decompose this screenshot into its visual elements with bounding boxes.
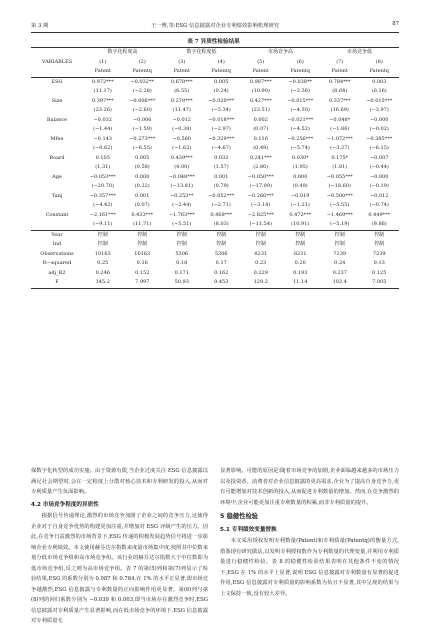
row-label	[31, 182, 83, 192]
table-cell: (−3.18)	[251, 202, 271, 208]
issue-number: 第 3 期	[31, 23, 49, 29]
row-label: Balance	[46, 116, 68, 123]
table-cell: 50.93	[162, 278, 202, 288]
table-cell: 0.397***	[91, 97, 114, 104]
table-row	[31, 77, 399, 87]
table-row	[31, 173, 399, 183]
table-row	[31, 106, 399, 116]
table-cell: (8.03)	[202, 220, 242, 230]
table-cell: 0.449***	[368, 211, 391, 218]
table-cell: −1.469***	[326, 211, 353, 218]
table-cell: 0.001	[135, 192, 150, 199]
table-row	[31, 211, 399, 221]
dependent-variable-label: Patentq	[281, 67, 321, 77]
table-row	[31, 116, 399, 126]
table-row	[31, 259, 399, 269]
column-number: (6)	[296, 58, 304, 65]
paragraph: 显著影响。可能的原因是:随着市场竞争的加剧,企业面临越来越多的市场压力以及投资者、消费者对企业信息披露的更高需求,企业为了提高自身竞争力,更有可能增加对技术创新的投入,从而促进专利数量的增加。然而,在竞争激烈的环境中,企业可能更加注重专利数量的积累,而非专利质量的提升。	[220, 468, 399, 506]
table-cell: (−0.38)	[172, 126, 192, 132]
table-cell: −0.006	[132, 116, 152, 123]
group-header: 数字化程度高	[83, 48, 162, 58]
table-cell: (−5.51)	[162, 220, 202, 230]
table-cell: (−2.36)	[290, 88, 310, 94]
table-cell: (−5.34)	[211, 107, 231, 113]
table-cell: 0.002	[253, 116, 268, 123]
table-cell: 0.001	[214, 173, 229, 180]
table-cell: 控制	[374, 231, 385, 238]
table-cell: (11.47)	[172, 107, 191, 113]
table-cell: 0.24	[334, 260, 346, 266]
page-number: 87	[392, 21, 399, 27]
table-cell: (11.71)	[123, 220, 163, 230]
table-cell: (−3.27)	[330, 145, 350, 151]
table-cell: −0.032	[93, 116, 112, 123]
table-cell: 控制	[216, 231, 227, 238]
results-table	[31, 47, 399, 289]
group-header: 市场竞争高	[241, 48, 320, 58]
paragraph: 本文采用授权发明专利数量(Patent)和专利质量(Patentq)的衡量方式,借鉴现有研究做法,以发明专利授权数作为专利数量的代理变量,并利用专利质量进行稳健性检验。表 8 的稳健性检验结果表明在其他条件不变的情况下,ESG 在 1% 的水平上显著,说明 ESG 信息披露对专利数量有显著的促进作用,ESG 信息披露对专利质量的影响系数为负且不显著,其中呈现的结果与上文保持一致,没有较大差异。	[220, 538, 399, 597]
running-header	[31, 21, 399, 31]
group-header: 数字化程度低	[162, 48, 241, 58]
subsection-heading: 5.1 专利绩效变量替换	[220, 526, 277, 533]
table-cell: (23.51)	[251, 107, 270, 113]
table-cell: 控制	[97, 231, 108, 238]
table-cell: 0.237	[332, 269, 347, 276]
table-cell: 0.000	[135, 173, 150, 180]
row-label: Size	[51, 97, 63, 104]
table-cell: 0.468***	[210, 211, 233, 218]
table-cell: (0.07)	[134, 202, 150, 208]
left-column	[31, 466, 208, 627]
table-cell: 5306	[214, 250, 228, 257]
table-row	[31, 230, 399, 240]
column-number: (3)	[178, 58, 186, 65]
table-cell: (−5.74)	[290, 145, 310, 151]
table-cell: 0.784***	[328, 78, 351, 85]
table-cell: −0.000	[369, 116, 389, 123]
table-cell: −0.560	[172, 135, 191, 142]
table-cell: −0.048***	[168, 173, 195, 180]
table-cell: −0.000	[369, 173, 389, 180]
table-cell: 11.14	[281, 278, 321, 288]
table-cell: −0.020***	[208, 97, 235, 104]
table-cell: −0.256***	[287, 135, 314, 142]
table-cell: (6.55)	[174, 88, 190, 94]
row-label: R−squared	[42, 260, 72, 266]
table-cell: (−3.97)	[369, 107, 389, 113]
table-cell: 控制	[334, 241, 345, 247]
table-cell: (−6.55)	[132, 145, 152, 151]
table-cell: 102.4	[320, 278, 360, 288]
table-cell: 0.472***	[289, 211, 312, 218]
table-caption: 表 7 异质性检验结果	[187, 39, 240, 45]
table-row	[31, 201, 399, 211]
table-cell: (−2.28)	[132, 88, 152, 94]
table-cell: −0.273***	[129, 135, 156, 142]
table-cell: 0.246	[95, 269, 110, 276]
table-cell: 0.16	[136, 260, 148, 266]
table-cell: (0.49)	[253, 145, 269, 151]
row-label	[31, 163, 83, 173]
table-cell: (−1.86)	[330, 126, 350, 132]
table-cell: (0.16)	[371, 88, 387, 94]
table-cell: −1.072***	[326, 135, 353, 142]
table-cell: (−18.60)	[328, 183, 351, 189]
table-cell: −1.763***	[168, 211, 195, 218]
table-cell: 0.23	[255, 260, 267, 266]
table-row	[31, 163, 399, 173]
table-cell: 0.003	[372, 78, 387, 85]
table-cell: (−20.70)	[91, 183, 114, 189]
table-cell: −0.050***	[247, 173, 274, 180]
table-cell: (0.79)	[213, 183, 229, 189]
table-cell: −0.032**	[130, 78, 154, 85]
table-row	[31, 220, 399, 230]
table-cell: 9.453	[202, 278, 242, 288]
table-cell: −0.055***	[326, 173, 353, 180]
table-cell: −0.500***	[326, 192, 353, 199]
table-cell: −0.019	[290, 192, 310, 199]
table-cell: 10163	[94, 250, 111, 257]
table-cell: 0.005	[214, 78, 229, 85]
table-cell: 0.171	[174, 269, 189, 276]
table-cell: 8231	[293, 250, 307, 257]
row-label: Constant	[45, 211, 69, 218]
column-number: (5)	[257, 58, 265, 65]
table-cell: (23.26)	[93, 107, 112, 113]
table-cell: 7239	[372, 250, 386, 257]
table-cell: 8231	[254, 250, 268, 257]
table-row	[31, 125, 399, 135]
table-cell: 0.175*	[331, 154, 349, 161]
table-cell: 0.000	[293, 173, 308, 180]
row-label	[31, 220, 83, 230]
table-cell: (−1.44)	[93, 126, 113, 132]
row-label: Mfee	[50, 135, 64, 142]
table-cell: 控制	[137, 231, 148, 238]
table-cell: (0.07)	[253, 126, 269, 132]
table-cell: 控制	[176, 241, 187, 247]
table-cell: (1.57)	[213, 164, 229, 170]
variables-header: VARIABLES	[41, 58, 73, 65]
table-cell: 0.987***	[249, 78, 272, 85]
table-cell: (−9.11)	[83, 220, 123, 230]
table-cell: −0.357***	[89, 192, 116, 199]
table-row	[31, 135, 399, 145]
row-label: Tanj	[51, 192, 63, 199]
table-cell: (−17.09)	[249, 183, 272, 189]
table-cell: 0.439***	[170, 154, 193, 161]
column-number-row	[31, 58, 399, 68]
table-cell: 0.13	[373, 260, 385, 266]
table-row	[31, 154, 399, 164]
table-cell: (16.69)	[330, 107, 349, 113]
table-cell: 10163	[134, 250, 151, 257]
table-row	[31, 144, 399, 154]
table-cell: −0.012	[172, 116, 191, 123]
table-cell: 控制	[334, 231, 345, 238]
group-header-row	[31, 48, 399, 58]
table-cell: 0.241***	[249, 154, 272, 161]
table-cell: 7.997	[123, 278, 163, 288]
table-cell: (−2.71)	[211, 202, 231, 208]
table-cell: 0.678***	[170, 78, 193, 85]
table-cell: (2.80)	[253, 164, 269, 170]
table-cell: 0.105	[95, 154, 110, 161]
table-cell: (10.91)	[281, 220, 321, 230]
table-cell: (4.00)	[174, 164, 190, 170]
table-cell: 129.2	[241, 278, 281, 288]
dependent-variable-label: Patent	[162, 67, 202, 77]
row-label	[31, 125, 83, 135]
table-cell: (−4.67)	[211, 145, 231, 151]
table-cell: (0.22)	[134, 183, 150, 189]
right-column	[220, 466, 399, 599]
table-cell: 控制	[176, 231, 187, 238]
table-cell: 0.433***	[131, 211, 154, 218]
dependent-variable-row	[31, 67, 399, 77]
table-cell: −0.329***	[208, 135, 235, 142]
table-cell: 7239	[333, 250, 347, 257]
table-cell: −0.007	[369, 154, 389, 161]
table-cell: 5306	[175, 250, 189, 257]
row-label	[31, 87, 83, 97]
table-row	[31, 250, 399, 260]
table-cell: (−4.52)	[290, 126, 310, 132]
column-number: (2)	[138, 58, 146, 65]
group-header: 市场竞争低	[320, 48, 399, 58]
table-cell: (8.64)	[332, 88, 348, 94]
table-cell: (−0.74)	[369, 202, 389, 208]
column-number: (1)	[99, 58, 107, 65]
row-label: adj_R2	[48, 269, 66, 276]
dependent-variable-label: Patentq	[360, 67, 400, 77]
table-cell: −0.006***	[129, 97, 156, 104]
table-cell: (−0.19)	[369, 183, 389, 189]
table-cell: −0.052***	[208, 192, 235, 199]
table-cell: 0.005	[135, 154, 150, 161]
table-cell: 控制	[374, 241, 385, 247]
section-heading: 4.2 市场竞争程度的异质性	[31, 501, 99, 508]
dependent-variable-label: Patentq	[123, 67, 163, 77]
row-label	[31, 144, 83, 154]
table-cell: (1.95)	[292, 164, 308, 170]
table-cell: 0.229	[253, 269, 268, 276]
header-rule	[31, 32, 399, 33]
table-cell: (−5.19)	[320, 220, 360, 230]
row-label: ESG	[51, 78, 63, 85]
table-cell: −0.385***	[366, 135, 393, 142]
table-cell: 0.152	[135, 269, 150, 276]
table-cell: −0.015***	[366, 97, 393, 104]
table-cell: −0.015***	[287, 97, 314, 104]
column-number: (4)	[217, 58, 225, 65]
table-cell: (11.17)	[93, 88, 112, 94]
table-row	[31, 278, 399, 288]
table-cell: 0.972***	[91, 78, 114, 85]
table-cell: 0.125	[372, 269, 387, 276]
table-cell: (−6.15)	[369, 145, 389, 151]
table-cell: (−4.42)	[93, 202, 113, 208]
table-cell: (−13.81)	[170, 183, 193, 189]
table-cell: −0.266***	[247, 192, 274, 199]
row-label	[31, 106, 83, 116]
table-cell: (−0.44)	[369, 164, 389, 170]
table-cell: (1.31)	[95, 164, 111, 170]
table-cell: −0.021***	[287, 116, 314, 123]
table-cell: (−11.54)	[241, 220, 281, 230]
table-cell: (1.81)	[332, 164, 348, 170]
table-cell: 0.162	[214, 269, 229, 276]
section-heading: 5 稳健性检验	[220, 513, 259, 520]
table-cell: −0.018***	[208, 116, 235, 123]
row-label: Observations	[40, 250, 74, 257]
table-cell: 控制	[255, 241, 266, 247]
row-label	[31, 201, 83, 211]
table-cell: −0.143	[93, 135, 112, 142]
table-cell: 0.18	[176, 260, 188, 266]
dependent-variable-label: Patent	[320, 67, 360, 77]
table-cell: 0.17	[215, 260, 227, 266]
table-row	[31, 192, 399, 202]
table-cell: −2.161***	[89, 211, 116, 218]
row-label: F	[31, 278, 83, 288]
table-row	[31, 182, 399, 192]
table-cell: (−2.97)	[211, 126, 231, 132]
table-cell: −0.253**	[169, 192, 194, 199]
table-row	[31, 87, 399, 97]
table-cell: (0.49)	[292, 183, 308, 189]
table-cell: 0.193	[293, 269, 308, 276]
table-cell: 0.030*	[291, 154, 309, 161]
table-cell: 控制	[97, 241, 108, 247]
table-cell: (−1.21)	[290, 202, 310, 208]
table-cell: (−1.62)	[172, 145, 192, 151]
table-cell: (−1.59)	[132, 126, 152, 132]
table-cell: 0.25	[97, 260, 109, 266]
table-cell: 控制	[295, 231, 306, 238]
table-cell: (−4.30)	[290, 107, 310, 113]
row-label: Year	[51, 231, 63, 238]
table-cell: (0.58)	[134, 164, 150, 170]
row-label: Board	[49, 154, 65, 161]
table-cell: 0.032	[214, 154, 229, 161]
table-cell: (9.86)	[360, 220, 400, 230]
table-cell: −2.825***	[247, 211, 274, 218]
column-number: (8)	[375, 58, 383, 65]
table-cell: 0.20	[294, 260, 306, 266]
paragraph: 保数字化转型的成功实施。由于资源有限,当企业过度关注 ESG 信息披露以满足社会期望时,会在一定程度上分散对核心技术和专利研发的投入,从而对专利质量产生负面影响。	[31, 468, 208, 495]
table-cell: 7.005	[360, 278, 400, 288]
table-cell: 0.116	[253, 135, 268, 142]
dependent-variable-label: Patent	[83, 67, 123, 77]
table-cell: −0.053***	[89, 173, 116, 180]
table-cell: (10.90)	[251, 88, 270, 94]
table-row	[31, 240, 399, 250]
table-cell: 145.2	[83, 278, 123, 288]
table-cell: 0.337***	[328, 97, 351, 104]
running-title: 王一博,等:ESG 信息披露对企业专利绩效影响机理研究	[150, 23, 280, 29]
table-cell: (−2.44)	[172, 202, 192, 208]
table-row	[31, 269, 399, 279]
table-cell: (−0.02)	[369, 126, 389, 132]
table-cell: 0.427***	[249, 97, 272, 104]
table-cell: 控制	[137, 241, 148, 247]
table-row	[31, 97, 399, 107]
table-cell: (−5.55)	[330, 202, 350, 208]
table-cell: 控制	[295, 241, 306, 247]
table-cell: −0.012	[369, 192, 389, 199]
table-cell: 控制	[255, 231, 266, 238]
table-cell: (−2.60)	[132, 107, 152, 113]
table-cell: −0.048*	[329, 116, 351, 123]
row-label: Age	[52, 173, 62, 180]
dependent-variable-label: Patent	[241, 67, 281, 77]
dependent-variable-label: Patentq	[202, 67, 242, 77]
table-cell: 0.278***	[170, 97, 193, 104]
table-cell: (0.24)	[213, 88, 229, 94]
paragraph: 根据信号传递理论,激烈的市场竞争加剧了企业之间的竞争压力,这使得企业对于自身竞争优势的构建更加注重,并增加对 ESG 评级产生的压力。因此,在竞争日益激烈的市场背景下,ESG 传递的积极发展趋势信号将进一步影响企业专利绩效。本文使用赫芬达尔指数来度量市场集中度,按照其中位数来划分低市场竞争组和高市场竞争组。该行业的赫芬达尔指数大于中位数即为低市场竞争组,反之则为高市场竞争组。表 7 的第(5)列和第(7)列显示了检验结果,ESG 的系数分别为 0.987 和 0.784,在 1% 的水平正显著,即市场竞争越激烈,ESG 信息披露与专利数量的正向影响作用更显著。第(6)列与第(8)列的回归系数分别为 −0.039 和 0.003,即当市场存在激烈竞争时,ESG 信息披露对专利质量产生显著影响,而在低市场竞争的环境下,ESG 信息披露对专利质量无	[31, 513, 208, 624]
table-cell: −0.038**	[288, 78, 312, 85]
column-number: (7)	[336, 58, 344, 65]
table-cell: (−0.62)	[93, 145, 113, 151]
table-cell: 控制	[216, 241, 227, 247]
row-label: Ind	[52, 241, 62, 247]
